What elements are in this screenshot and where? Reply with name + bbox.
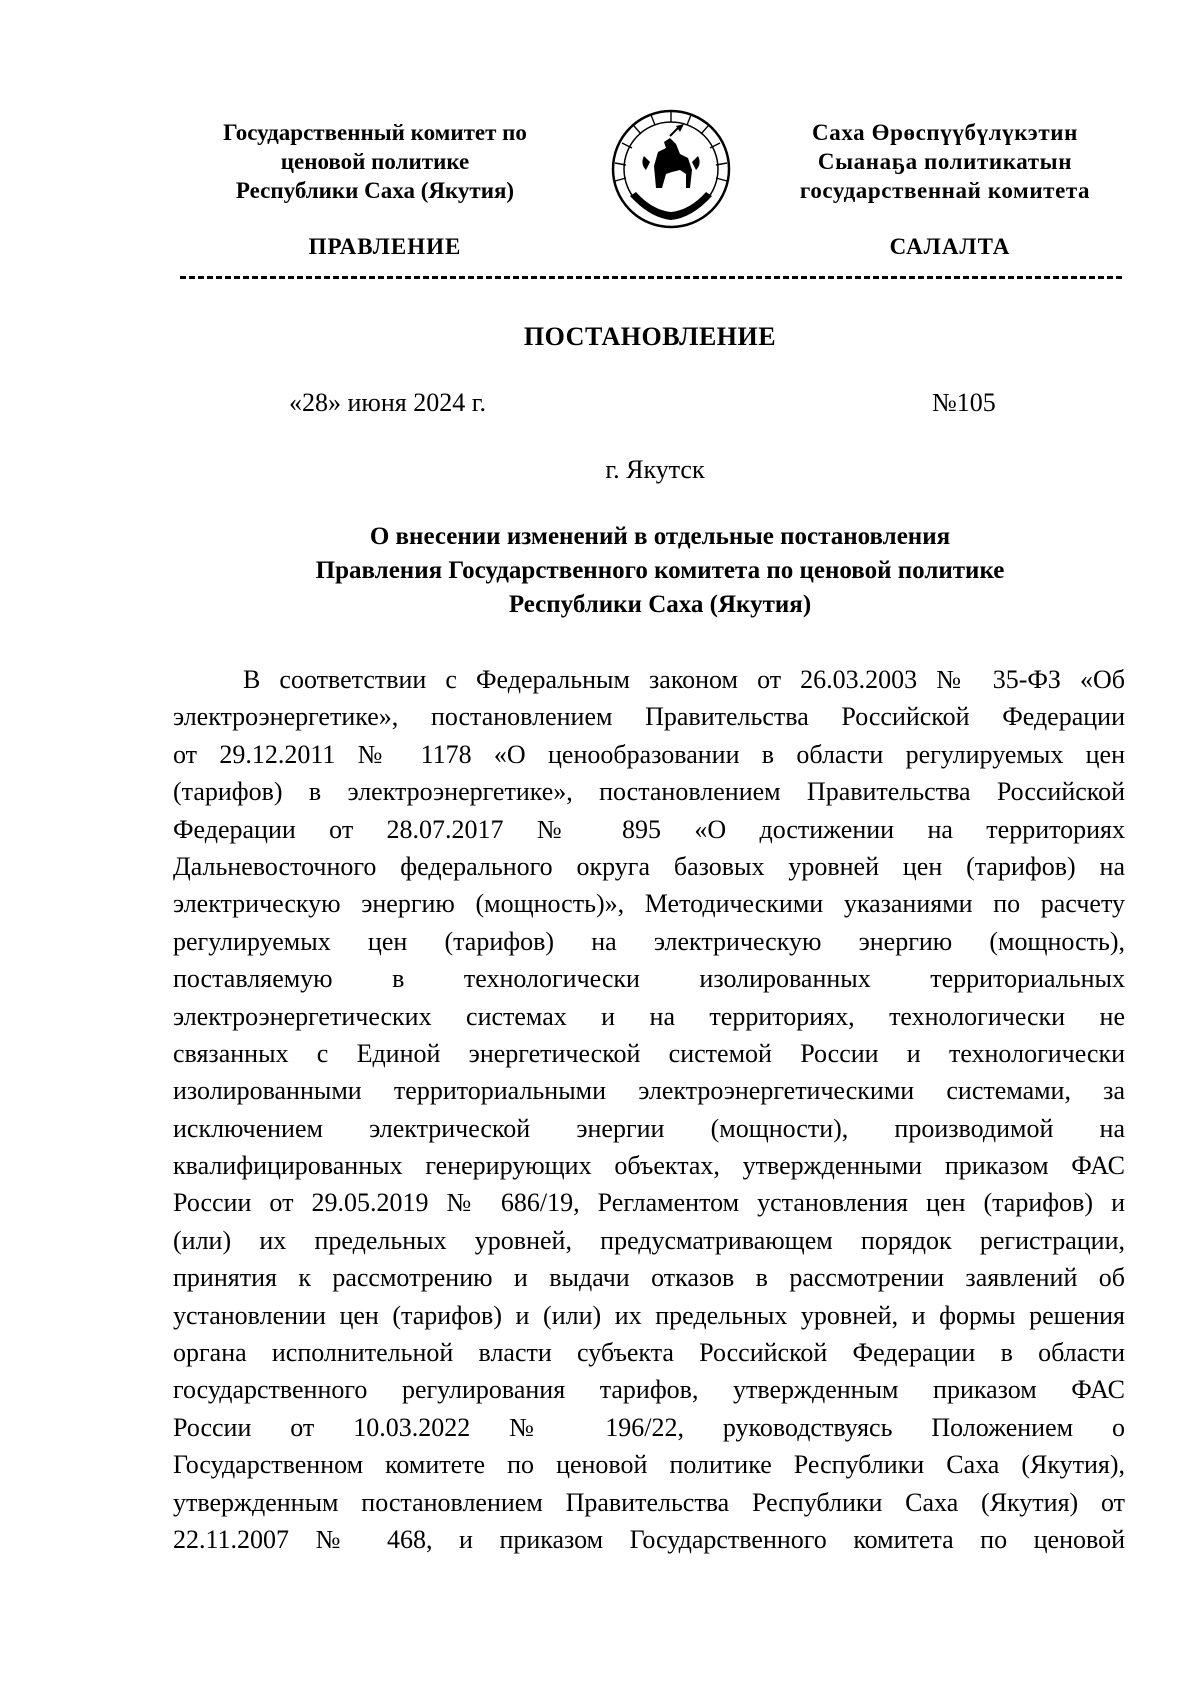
body-line: В соответствии с Федеральным законом от 26.03.2003 № 35-ФЗ «Об	[243, 665, 1125, 694]
body-line: от 29.12.2011 № 1178 «О ценообразовании в области регулируемых цен	[173, 739, 1125, 769]
left-org-line: Государственный комитет по	[223, 120, 527, 145]
body-line: утвержденным постановлением Правительства Республики Саха (Якутия) от	[173, 1487, 1125, 1517]
document-title: ПОСТАНОВЛЕНИЕ	[523, 322, 777, 351]
body-line: исключением электрической энергии (мощности), производимой на	[173, 1113, 1125, 1143]
document-date: «28» июня 2024 г.	[289, 388, 486, 417]
sakha-coat-of-arms-icon	[610, 108, 732, 230]
right-organization-name	[760, 118, 1130, 205]
left-board-label: ПРАВЛЕНИЕ	[308, 234, 462, 259]
document-subject	[180, 520, 1140, 622]
right-org-line: Сыанаҕа политикатын	[817, 149, 1073, 174]
body-line: Федерации от 28.07.2017 № 895 «О достижении на территориях	[173, 814, 1125, 844]
right-board-label: САЛАЛТА	[889, 234, 1011, 259]
document-city: г. Якутск	[605, 455, 705, 484]
left-org-line: Республики Саха (Якутия)	[235, 178, 515, 203]
document-body	[173, 661, 1125, 1558]
body-line: (тарифов) в электроэнергетике», постановлением Правительства Российской	[173, 777, 1125, 807]
body-line: электрическую энергию (мощность)», Методическими указаниями по расчету	[173, 889, 1125, 919]
body-line: органа исполнительной власти субъекта Российской Федерации в области	[173, 1338, 1125, 1368]
header-divider	[180, 276, 1122, 279]
body-line: поставляемую в технологически изолированных территориальных	[173, 964, 1125, 994]
left-organization-name	[180, 118, 570, 205]
subject-line: Республики Саха (Якутия)	[508, 591, 812, 618]
body-line: (или) их предельных уровней, предусматривающем порядок регистрации,	[173, 1225, 1125, 1255]
right-org-line: Саха Өрөспүүбүлүкэтин	[812, 120, 1078, 145]
subject-line: Правления Государственного комитета по ценовой политике	[315, 557, 1005, 584]
body-line: Дальневосточного федерального округа базовых уровней цен (тарифов) на	[173, 851, 1125, 881]
right-org-line: государственнай комитета	[799, 178, 1091, 203]
body-line: электроэнергетике», постановлением Правительства Российской Федерации	[173, 702, 1125, 732]
body-line: России от 29.05.2019 № 686/19, Регламентом установления цен (тарифов) и	[173, 1188, 1125, 1218]
body-line: государственного регулирования тарифов, утвержденным приказом ФАС	[173, 1375, 1125, 1405]
document-number: №105	[932, 388, 996, 417]
subject-line: О внесении изменений в отдельные постановления	[369, 523, 951, 550]
body-line: квалифицированных генерирующих объектах, утвержденными приказом ФАС	[173, 1151, 1125, 1181]
body-line: связанных с Единой энергетической системой России и технологически	[173, 1038, 1125, 1068]
body-line: установлении цен (тарифов) и (или) их предельных уровней, и формы решения	[173, 1300, 1125, 1330]
body-line: электроэнергетических системах и на территориях, технологически не	[173, 1001, 1125, 1031]
body-line: принятия к рассмотрению и выдачи отказов в рассмотрении заявлений об	[173, 1263, 1125, 1293]
body-line: 22.11.2007 № 468, и приказом Государственного комитета по ценовой	[173, 1524, 1125, 1554]
left-org-line: ценовой политике	[280, 149, 470, 174]
body-line: России от 10.03.2022 № 196/22, руководствуясь Положением о	[173, 1412, 1125, 1442]
body-line: Государственном комитете по ценовой политике Республики Саха (Якутия),	[173, 1450, 1125, 1480]
body-line: регулируемых цен (тарифов) на электрическую энергию (мощность),	[173, 926, 1125, 956]
body-line: изолированными территориальными электроэнергетическими системами, за	[173, 1076, 1125, 1106]
